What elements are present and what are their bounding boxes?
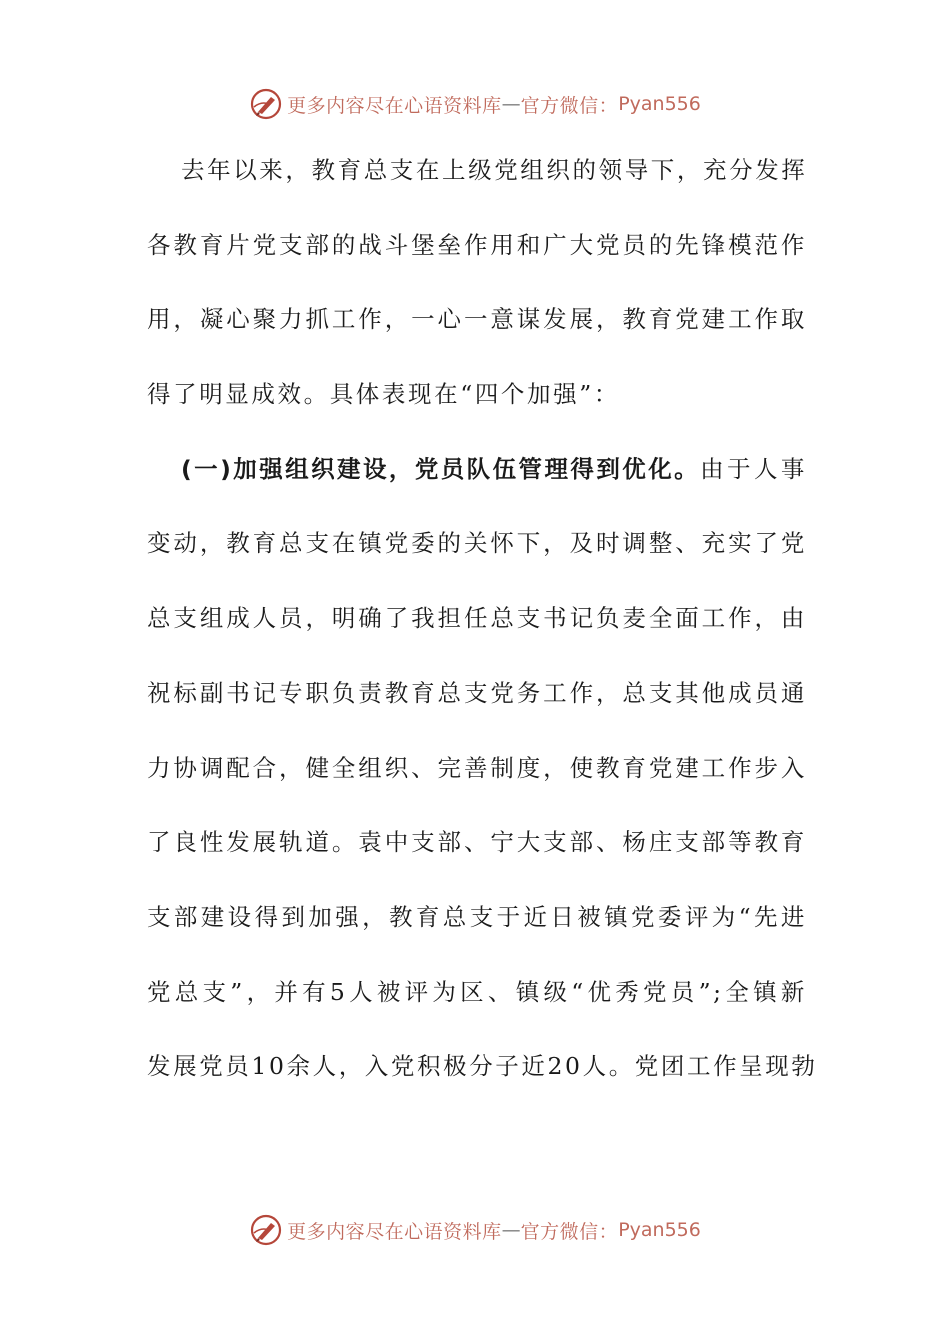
paragraph-2-line-9: 发展党员10余人，入党积极分子近20人。党团工作呈现勃 <box>147 1052 818 1081</box>
paragraph-2-line-1 <box>147 439 807 514</box>
watermark-brand: 更多内容尽在心语资料库 <box>287 94 502 117</box>
paragraph-2-line-4: 祝标副书记专职负责教育总支党务工作，总支其他成员通 <box>147 678 807 707</box>
paragraph-2-line-5: 力协调配合，健全组织、完善制度，使教育党建工作步入 <box>147 753 807 782</box>
watermark-header <box>0 84 950 124</box>
paragraph-1-line-4: 得了明显成效。具体表现在“四个加强”： <box>147 380 620 409</box>
paragraph-2-line-2: 变动，教育总支在镇党委的关怀下，及时调整、充实了党 <box>147 529 807 558</box>
watermark-footer <box>0 1210 950 1250</box>
watermark-label: 官方微信： <box>520 1220 619 1243</box>
watermark-brand: 更多内容尽在心语资料库 <box>287 1220 502 1243</box>
document-body <box>147 140 818 1111</box>
watermark-separator: — <box>501 1219 521 1241</box>
paragraph-2-line-1-rest: 由于人事 <box>700 454 807 483</box>
watermark-separator: — <box>501 93 521 115</box>
paragraph-1-line-2: 各教育片党支部的战斗堡垒作用和广大党员的先锋模范作 <box>147 230 807 259</box>
section-heading: (一)加强组织建设，党员队伍管理得到优化。 <box>181 454 701 483</box>
paragraph-1-line-3: 用，凝心聚力抓工作，一心一意谋发展，教育党建工作取 <box>147 305 807 334</box>
paragraph-2-line-7: 支部建设得到加强，教育总支于近日被镇党委评为“先进 <box>147 902 807 931</box>
paragraph-2-line-6: 了良性发展轨道。袁中支部、宁大支部、杨庄支部等教育 <box>147 828 807 857</box>
pen-logo-icon <box>249 87 283 121</box>
watermark-wechat-id: Pyan556 <box>618 93 701 115</box>
watermark-wechat-id: Pyan556 <box>618 1219 701 1241</box>
paragraph-1-line-1: 去年以来，教育总支在上级党组织的领导下，充分发挥 <box>181 156 808 184</box>
paragraph-2-line-8: 党总支”，并有5人被评为区、镇级“优秀党员”;全镇新 <box>147 977 807 1006</box>
paragraph-2-line-3: 总支组成人员，明确了我担任总支书记负麦全面工作，由 <box>147 604 807 633</box>
pen-logo-icon <box>249 1213 283 1247</box>
watermark-label: 官方微信： <box>520 94 619 117</box>
